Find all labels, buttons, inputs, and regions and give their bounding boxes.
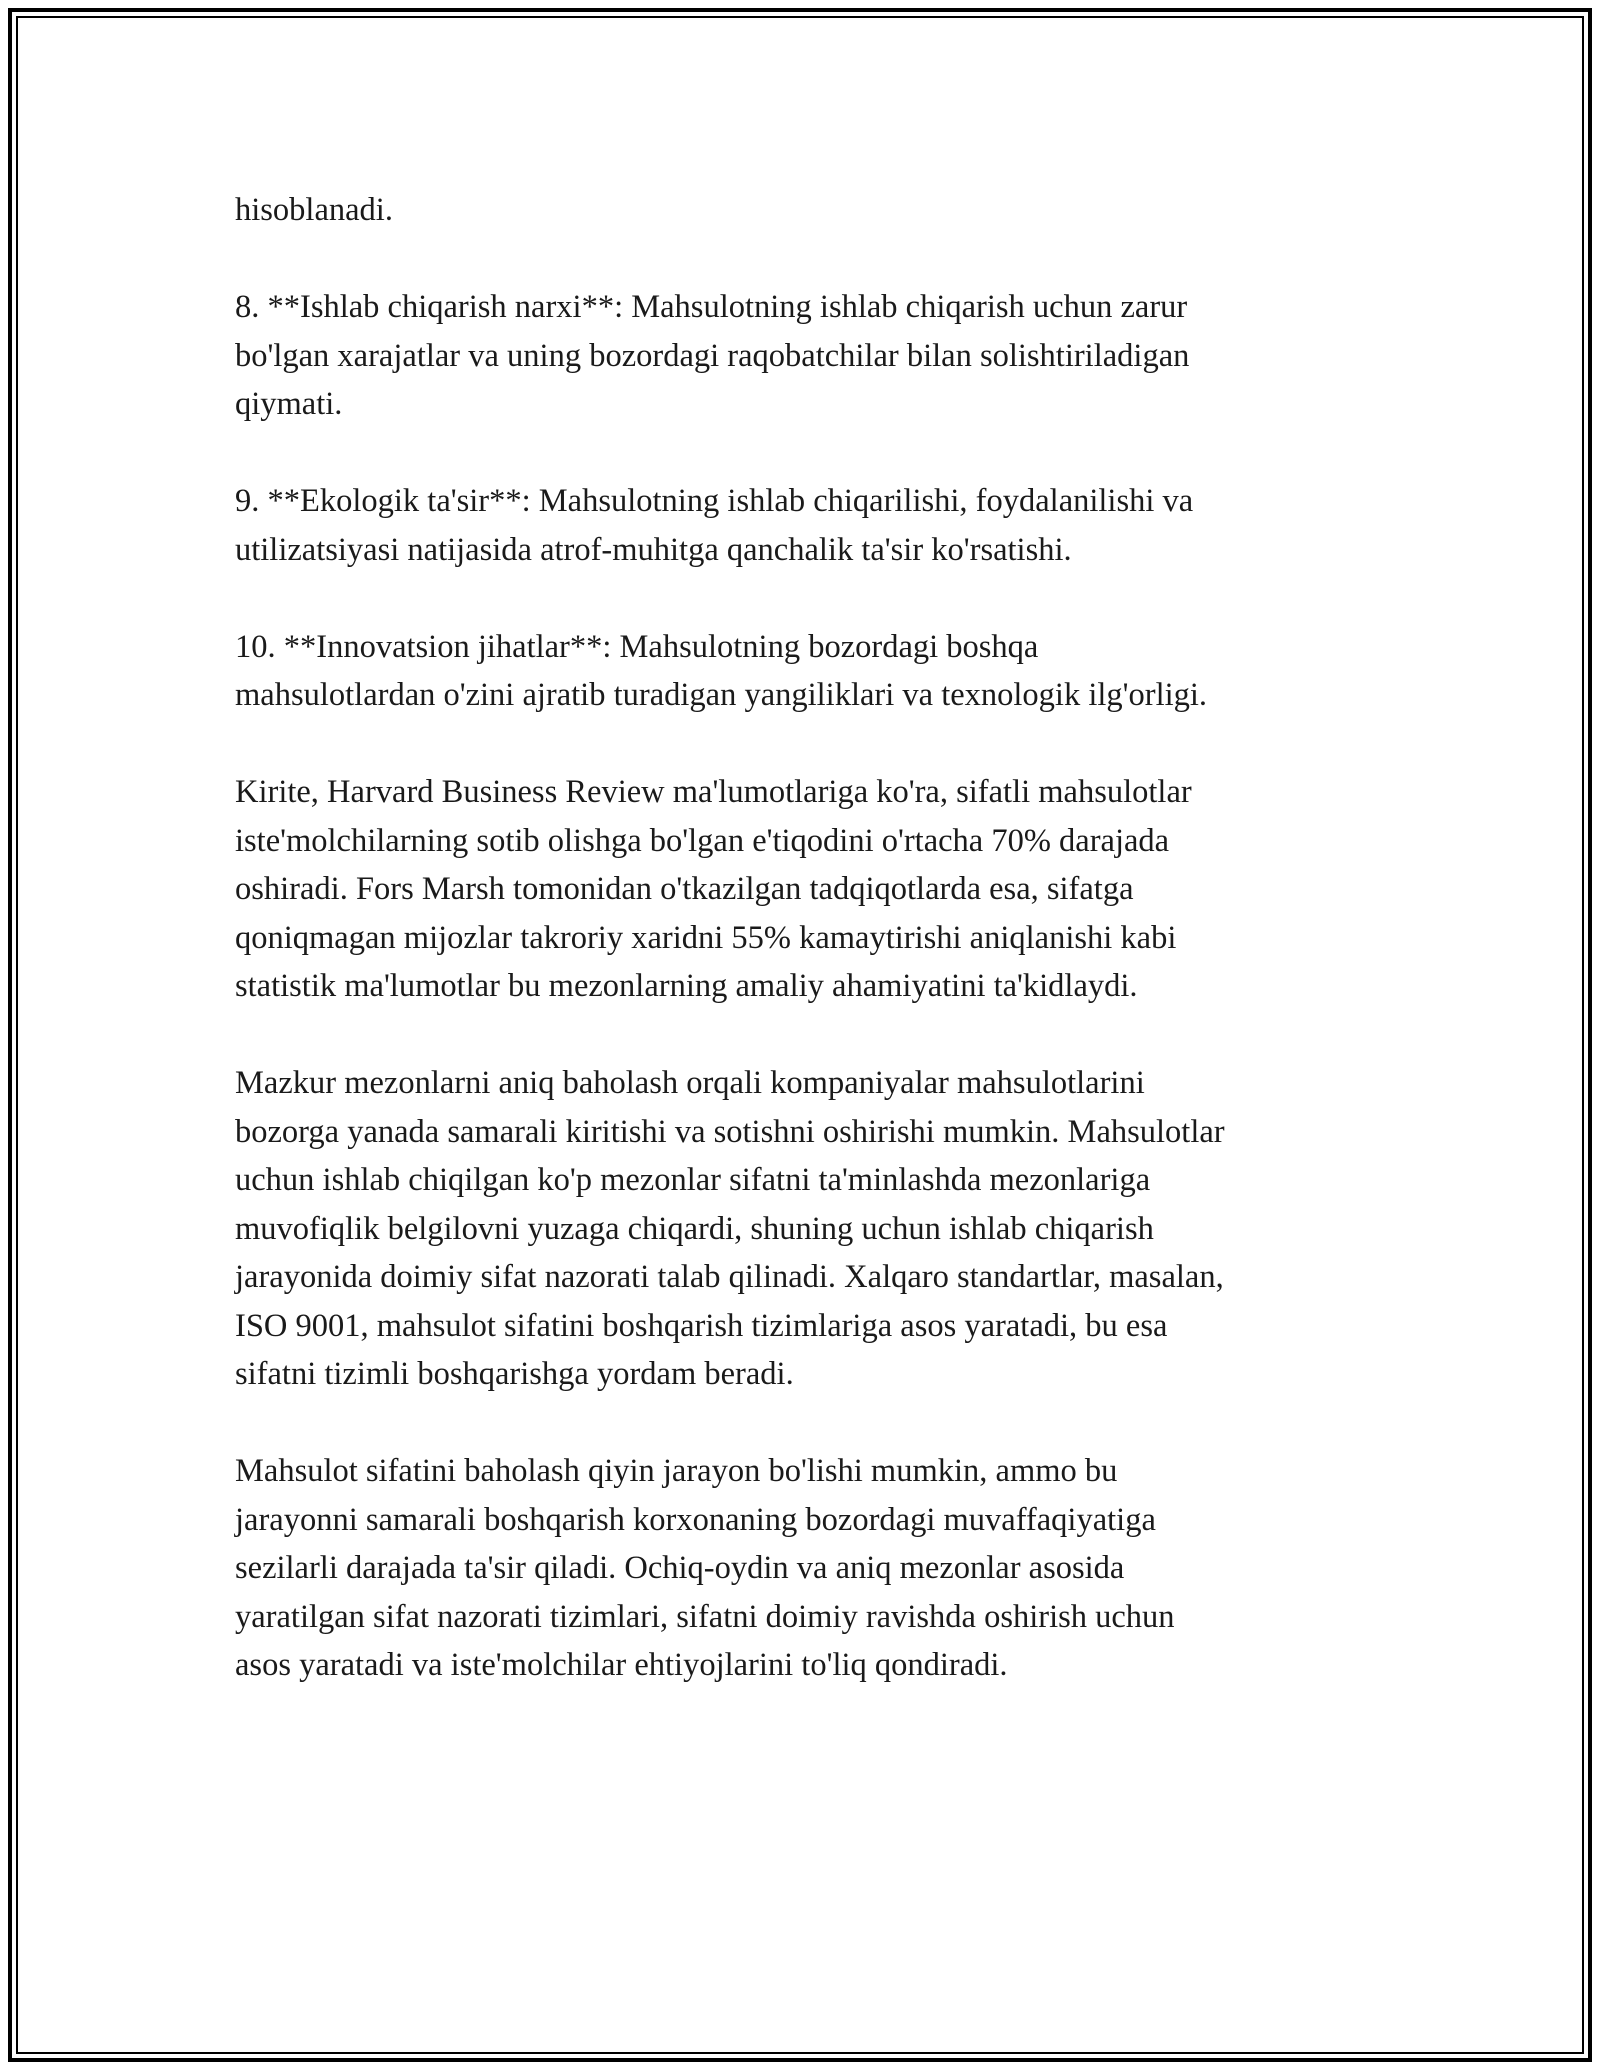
- text-line: hisoblanadi.: [235, 192, 393, 228]
- paragraph: [235, 768, 1365, 1011]
- text-line: Mazkur mezonlarni aniq baholash orqali kompaniyalar mahsulotlarini: [235, 1065, 1145, 1101]
- text-line: 8. **Ishlab chiqarish narxi**: Mahsulotning ishlab chiqarish uchun zarur: [235, 289, 1188, 325]
- text-line: muvofiqlik belgilovni yuzaga chiqardi, shuning uchun ishlab chiqarish: [235, 1210, 1154, 1247]
- text-line: ISO 9001, mahsulot sifatini boshqarish tizimlariga asos yaratadi, bu esa: [235, 1307, 1168, 1344]
- text-line: yaratilgan sifat nazorati tizimlari, sifatni doimiy ravishda oshirish uchun: [235, 1598, 1175, 1635]
- text-line: jarayonni samarali boshqarish korxonaning bozordagi muvaffaqiyatiga: [235, 1501, 1156, 1538]
- paragraph: [235, 477, 1365, 574]
- text-line: bo'lgan xarajatlar va uning bozordagi raqobatchilar bilan solishtiriladigan: [235, 337, 1190, 374]
- text-line: Kirite, Harvard Business Review ma'lumotlariga ko'ra, sifatli mahsulotlar: [235, 774, 1192, 810]
- text-line: 10. **Innovatsion jihatlar**: Mahsulotning bozordagi boshqa: [235, 628, 1039, 665]
- text-line: qoniqmagan mijozlar takroriy xaridni 55% kamaytirishi aniqlanishi kabi: [235, 919, 1177, 956]
- text-line: qiymati.: [235, 386, 343, 422]
- paragraph: [235, 283, 1365, 429]
- text-line: statistik ma'lumotlar bu mezonlarning amaliy ahamiyatini ta'kidlaydi.: [235, 968, 1138, 1004]
- document-body: [235, 186, 1365, 1738]
- text-line: sifatni tizimli boshqarishga yordam beradi.: [235, 1356, 794, 1392]
- text-line: bozorga yanada samarali kiritishi va sotishni oshirishi mumkin. Mahsulotlar: [235, 1113, 1225, 1150]
- paragraph: [235, 1059, 1365, 1399]
- text-line: 9. **Ekologik ta'sir**: Mahsulotning ishlab chiqarilishi, foydalanilishi va: [235, 483, 1194, 519]
- text-line: mahsulotlardan o'zini ajratib turadigan yangiliklari va texnologik ilg'orligi.: [235, 677, 1208, 713]
- paragraph: [235, 623, 1365, 720]
- text-line: uchun ishlab chiqilgan ko'p mezonlar sifatni ta'minlashda mezonlariga: [235, 1162, 1151, 1198]
- text-line: asos yaratadi va iste'molchilar ehtiyojlarini to'liq qondiradi.: [235, 1647, 1008, 1683]
- text-line: utilizatsiyasi natijasida atrof-muhitga qanchalik ta'sir ko'rsatishi.: [235, 531, 1072, 568]
- text-line: iste'molchilarning sotib olishga bo'lgan e'tiqodini o'rtacha 70% darajada: [235, 822, 1170, 859]
- paragraph: [235, 186, 1365, 235]
- text-line: jarayonida doimiy sifat nazorati talab qilinadi. Xalqaro standartlar, masalan,: [235, 1259, 1224, 1295]
- text-line: Mahsulot sifatini baholash qiyin jarayon bo'lishi mumkin, ammo bu: [235, 1453, 1118, 1489]
- text-line: oshiradi. Fors Marsh tomonidan o'tkazilgan tadqiqotlarda esa, sifatga: [235, 871, 1134, 907]
- paragraph: [235, 1447, 1365, 1690]
- text-line: sezilarli darajada ta'sir qiladi. Ochiq-oydin va aniq mezonlar asosida: [235, 1550, 1125, 1586]
